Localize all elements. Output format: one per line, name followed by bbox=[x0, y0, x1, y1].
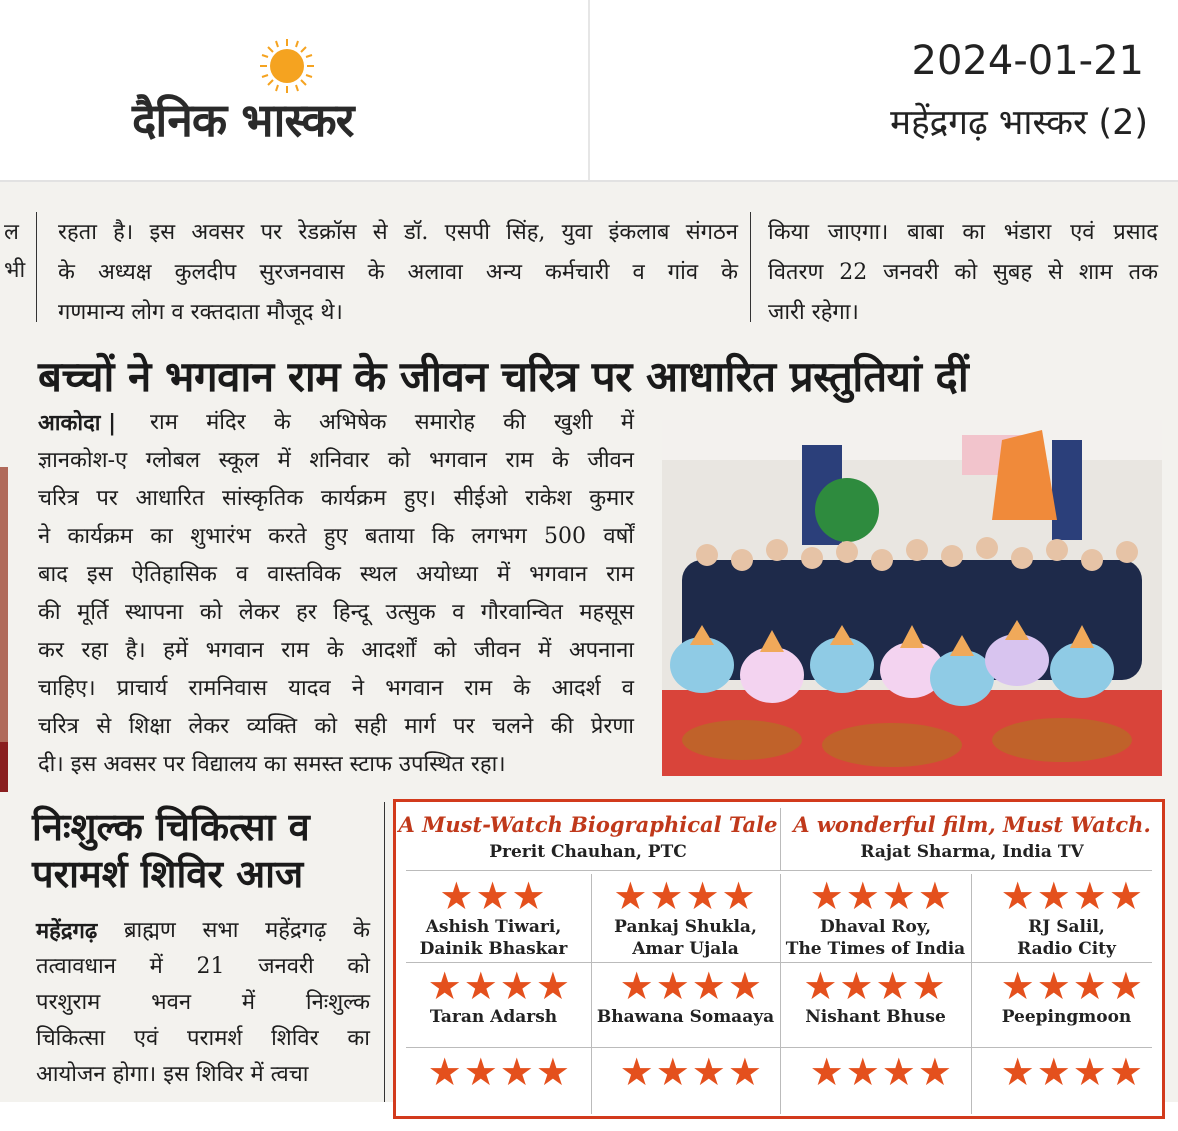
star-rating: ★★★★ bbox=[809, 1050, 954, 1094]
reviewer-name: RJ Salil, bbox=[1028, 917, 1105, 937]
star-rating: ★★★★ bbox=[1000, 874, 1145, 918]
review-cell bbox=[591, 876, 780, 960]
review-cell bbox=[591, 966, 780, 1028]
second-story-line: आयोजन होगा। इस शिविर में त्वचा bbox=[36, 1062, 309, 1087]
column-rule bbox=[750, 212, 751, 322]
top-story-right-line: किया जाएगा। बाबा का भंडारा एवं प्रसाद bbox=[768, 220, 1158, 245]
newspaper-page bbox=[0, 182, 1178, 1102]
second-story-line: ब्राह्मण सभा महेंद्रगढ़ के bbox=[124, 918, 370, 943]
main-story-line: कर रहा है। हमें भगवान राम के आदर्शों को जीवन में अपनाना bbox=[38, 638, 634, 663]
reviewer-outlet: Radio City bbox=[1017, 939, 1116, 959]
review-quote-right: A wonderful film, Must Watch. bbox=[793, 812, 1151, 837]
star-rating: ★★★★ bbox=[1000, 964, 1145, 1008]
top-story-right-line: वितरण 22 जनवरी को सुबह से शाम तक bbox=[768, 260, 1158, 285]
top-story-left-line: के अध्यक्ष कुलदीप सुरजनवास के अलावा अन्य कर्मचारी व गांव के bbox=[58, 260, 738, 285]
reviewer-name: Dhaval Roy, bbox=[819, 917, 932, 937]
ad-divider bbox=[780, 808, 781, 870]
main-story-line: ने कार्यक्रम का शुभारंभ करते हुए बताया कि लगभग 500 वर्षों bbox=[38, 524, 634, 549]
review-cell bbox=[971, 966, 1162, 1028]
column-rule bbox=[384, 802, 385, 1102]
reviewer-name: Nishant Bhuse bbox=[805, 1007, 946, 1027]
top-story-right-line: जारी रहेगा। bbox=[768, 300, 859, 325]
edge-fragment: ल bbox=[4, 220, 19, 245]
second-story-line: परशुराम भवन में निःशुल्क bbox=[36, 990, 370, 1015]
star-rating: ★★★★ bbox=[619, 1050, 764, 1094]
top-story-left-line: गणमान्य लोग व रक्तदाता मौजूद थे। bbox=[58, 300, 343, 325]
column-rule bbox=[36, 212, 37, 322]
reviewer-name: Pankaj Shukla, bbox=[614, 917, 757, 937]
star-rating: ★★★★ bbox=[427, 1050, 572, 1094]
main-story-line: चरित्र से शिक्षा लेकर व्यक्ति को सही मार्ग पर चलने की प्रेरणा bbox=[38, 714, 634, 739]
top-story-left-line: रहता है। इस अवसर पर रेडक्रॉस से डॉ. एसपी सिंह, युवा इंकलाब संगठन bbox=[58, 220, 738, 245]
edge-image-strip bbox=[0, 742, 8, 792]
movie-review-ad bbox=[393, 799, 1165, 1119]
reviewer-outlet: The Times of India bbox=[785, 939, 966, 959]
star-rating: ★★★ bbox=[439, 874, 548, 918]
edition-date: 2024-01-21 bbox=[911, 38, 1144, 84]
review-cell bbox=[971, 876, 1162, 960]
review-source-right: Rajat Sharma, India TV bbox=[860, 842, 1084, 862]
ad-divider bbox=[406, 870, 1152, 871]
second-headline-line2: परामर्श शिविर आज bbox=[32, 852, 304, 896]
star-rating: ★★★★ bbox=[803, 964, 948, 1008]
main-story-line: ज्ञानकोश-ए ग्लोबल स्कूल में शनिवार को भगवान राम के जीवन bbox=[38, 448, 634, 473]
edition-name: महेंद्रगढ़ भास्कर (2) bbox=[890, 103, 1148, 143]
reviewer-outlet: Dainik Bhaskar bbox=[419, 939, 568, 959]
reviewer-name: Peepingmoon bbox=[1001, 1007, 1132, 1027]
review-cell bbox=[780, 876, 971, 960]
ad-divider bbox=[406, 962, 1152, 963]
sun-logo-icon bbox=[259, 38, 315, 94]
star-rating: ★★★★ bbox=[619, 964, 764, 1008]
star-rating: ★★★★ bbox=[809, 874, 954, 918]
review-cell bbox=[591, 1052, 780, 1092]
review-source-left: Prerit Chauhan, PTC bbox=[489, 842, 687, 862]
main-story-line: दी। इस अवसर पर विद्यालय का समस्त स्टाफ उपस्थित रहा। bbox=[38, 752, 506, 777]
main-headline: बच्चों ने भगवान राम के जीवन चरित्र पर आधारित प्रस्तुतियां दीं bbox=[38, 352, 969, 401]
reviewer-name: Taran Adarsh bbox=[429, 1007, 558, 1027]
reviewer-name: Bhawana Somaaya bbox=[596, 1007, 775, 1027]
review-quote-left: A Must-Watch Biographical Tale bbox=[398, 812, 778, 837]
review-cell bbox=[396, 966, 591, 1028]
main-story-line: चाहिए। प्राचार्य रामनिवास यादव ने भगवान राम के आदर्श व bbox=[38, 676, 634, 701]
reviewer-outlet: Amar Ujala bbox=[632, 939, 739, 959]
main-story-line: चरित्र पर आधारित सांस्कृतिक कार्यक्रम हुए। सीईओ राकेश कुमार bbox=[38, 486, 634, 511]
students-photo bbox=[662, 420, 1162, 776]
star-rating: ★★★★ bbox=[1000, 1050, 1145, 1094]
main-story-line: राम मंदिर के अभिषेक समारोह की खुशी में bbox=[150, 410, 634, 435]
second-dateline: महेंद्रगढ़ bbox=[36, 918, 98, 944]
edge-image-strip bbox=[0, 467, 8, 767]
logo-wordmark: दैनिक भास्कर bbox=[132, 93, 354, 147]
ad-divider bbox=[406, 1047, 1152, 1048]
reviewer-name: Ashish Tiwari, bbox=[425, 917, 562, 937]
main-story-line: की मूर्ति स्थापना को लेकर हर हिन्दू उत्सुक व गौरवान्वित महसूस bbox=[38, 600, 634, 625]
second-story-line: तत्वावधान में 21 जनवरी को bbox=[36, 954, 370, 979]
review-cell bbox=[971, 1052, 1162, 1092]
second-headline-line1: निःशुल्क चिकित्सा व bbox=[32, 805, 310, 849]
review-cell bbox=[396, 876, 591, 960]
star-rating: ★★★★ bbox=[427, 964, 572, 1008]
masthead bbox=[0, 0, 1178, 182]
review-cell bbox=[396, 1052, 591, 1092]
edge-fragment: भी bbox=[4, 258, 26, 283]
main-dateline: आकोदा | bbox=[38, 410, 117, 436]
main-story-line: बाद इस ऐतिहासिक व वास्तविक स्थल अयोध्या में भगवान राम bbox=[38, 562, 634, 587]
header-divider bbox=[588, 0, 590, 180]
second-story-line: चिकित्सा एवं परामर्श शिविर का bbox=[36, 1026, 370, 1051]
review-cell bbox=[780, 1052, 971, 1092]
star-rating: ★★★★ bbox=[613, 874, 758, 918]
review-cell bbox=[780, 966, 971, 1028]
